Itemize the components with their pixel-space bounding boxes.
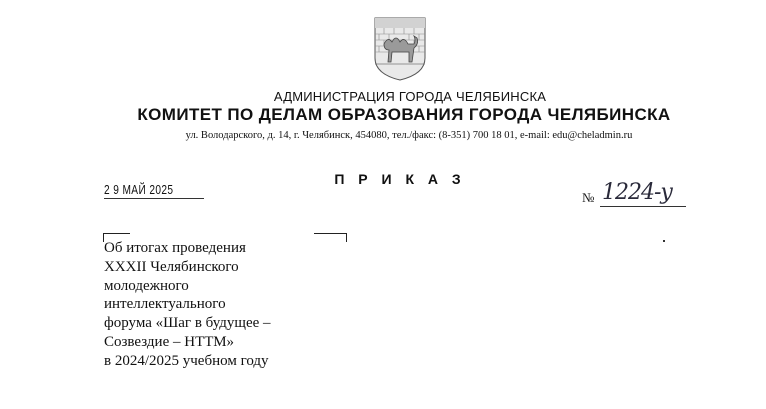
number-sign: № <box>582 190 595 205</box>
subject-line: интеллектуального <box>104 296 226 313</box>
subject-line: Об итогах проведения <box>104 240 246 256</box>
subject-line: молодежного <box>104 277 189 294</box>
committee-title: КОМИТЕТ ПО ДЕЛАМ ОБРАЗОВАНИЯ ГОРОДА ЧЕЛЯБИНСКА <box>137 105 671 124</box>
subject-line: в 2024/2025 учебном году <box>104 352 269 369</box>
date-underline <box>104 198 204 199</box>
chelyabinsk-coat-of-arms-camel-icon <box>372 14 428 82</box>
subject-line: Созвездие – НТТМ» <box>104 333 235 350</box>
number-underline <box>600 206 686 207</box>
order-title: П Р И К А З <box>334 171 466 187</box>
city-emblem <box>372 14 428 82</box>
order-number: 1224-у <box>602 180 673 205</box>
subject-line: XXXII Челябинского <box>104 258 239 275</box>
order-subject <box>104 239 344 371</box>
admin-title: АДМИНИСТРАЦИЯ ГОРОДА ЧЕЛЯБИНСКА <box>273 89 547 104</box>
order-date-stamp: 2 9 МАЙ 2025 <box>104 182 174 197</box>
dot-mark <box>663 240 665 242</box>
address-line: ул. Володарского, д. 14, г. Челябинск, 454080, тел./факс: (8-351) 700 18 01, e-mail: edu@cheladmin.ru <box>185 130 633 141</box>
subject-line: форума «Шаг в будущее – <box>104 315 271 332</box>
